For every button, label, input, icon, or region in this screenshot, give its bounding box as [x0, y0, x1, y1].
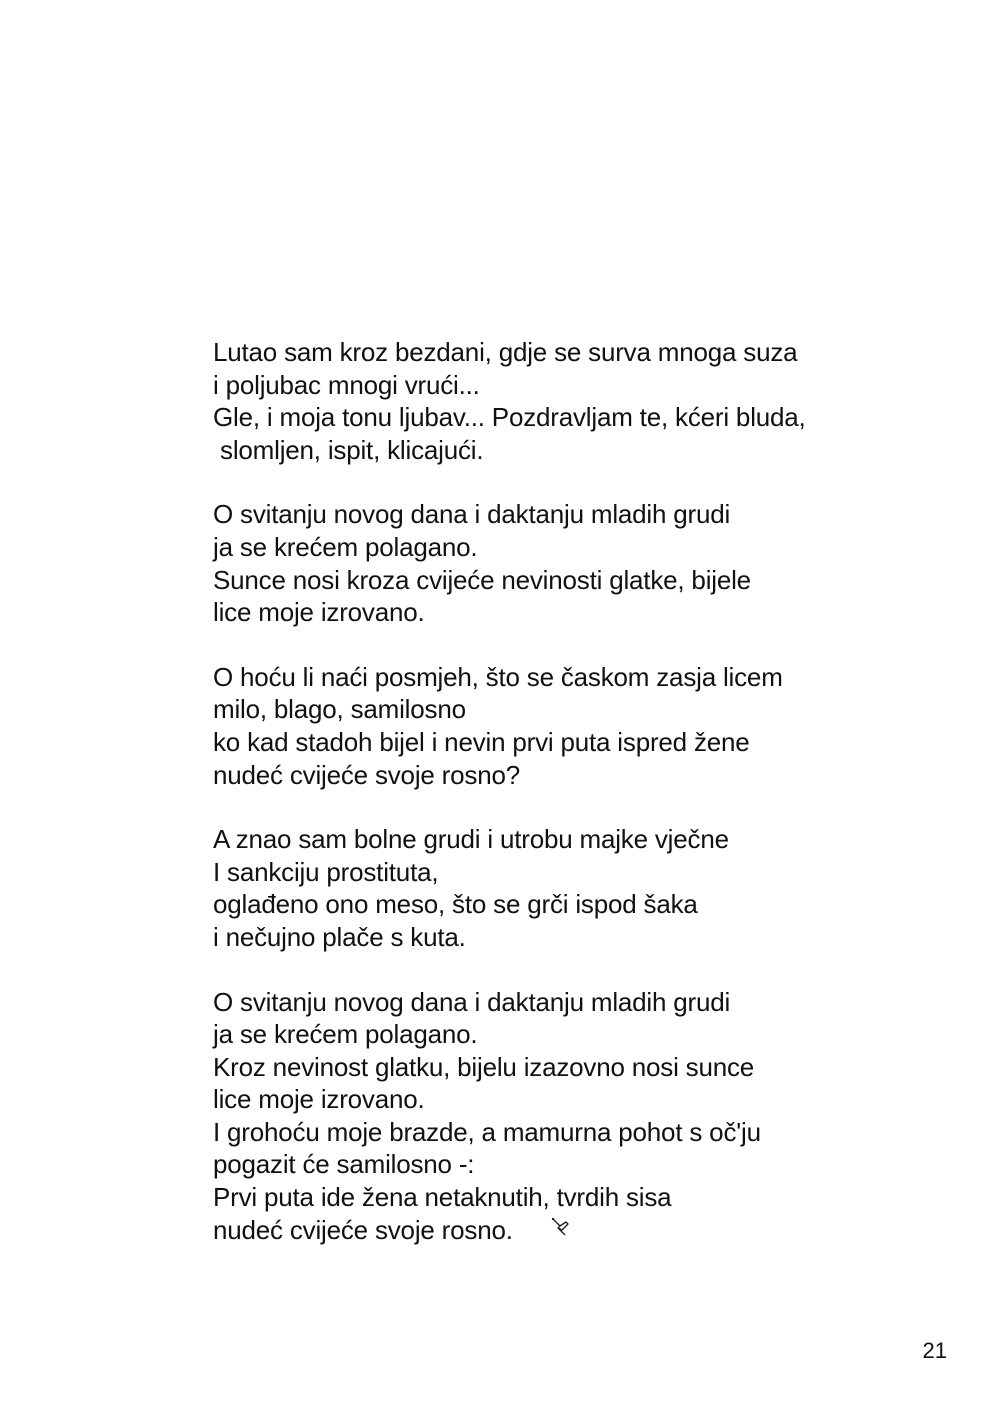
- poem-line: Kroz nevinost glatku, bijelu izazovno nosi sunce: [213, 1051, 755, 1082]
- stanza-5: [213, 986, 913, 1249]
- poem-line: ja se krećem polagano.: [213, 531, 478, 562]
- stanza-2: [213, 498, 913, 628]
- poem-line: Lutao sam kroz bezdani, gdje se surva mnoga suza: [213, 337, 798, 367]
- poem-line: milo, blago, samilosno: [213, 694, 466, 725]
- poem-line-text: nudeć cvijeće svoje rosno.: [213, 1214, 513, 1245]
- poem-line: i nečujno plače s kuta.: [213, 921, 466, 952]
- poem-line: lice moje izrovano.: [213, 1084, 425, 1115]
- stanza-1: [213, 336, 913, 466]
- poem-line: Gle, i moja tonu ljubav... Pozdravljam te, kćeri bluda,: [213, 402, 806, 433]
- poem-line: A znao sam bolne grudi i utrobu majke vječne: [213, 824, 729, 855]
- stanza-3: [213, 661, 913, 791]
- poem-line: Prvi puta ide žena netaknutih, tvrdih sisa: [213, 1182, 672, 1213]
- poem-line: lice moje izrovano.: [213, 597, 425, 628]
- poem-line: ko kad stadoh bijel i nevin prvi puta ispred žene: [213, 726, 750, 757]
- poem-line: pogazit će samilosno -:: [213, 1149, 475, 1180]
- poem: [213, 336, 913, 1280]
- page-number: 21: [922, 1338, 947, 1363]
- poem-line: O svitanju novog dana i daktanju mladih grudi: [213, 986, 731, 1017]
- poem-line: nudeć cvijeće svoje rosno?: [213, 759, 520, 790]
- poem-line: I sankciju prostituta,: [213, 856, 439, 887]
- poem-last-line: [213, 1214, 913, 1248]
- poem-line: O hoću li naći posmjeh, što se časkom zasja licem: [213, 661, 783, 692]
- poem-line: slomljen, ispit, klicajući.: [213, 434, 484, 465]
- poem-line: i poljubac mnogi vrući...: [213, 369, 480, 400]
- quill-ornament-icon: [549, 1215, 571, 1248]
- poem-line: I grohoću moje brazde, a mamurna pohot s oč'ju: [213, 1116, 761, 1147]
- poem-line: O svitanju novog dana i daktanju mladih grudi: [213, 499, 731, 530]
- stanza-4: [213, 823, 913, 953]
- poem-line: oglađeno ono meso, što se grči ispod šaka: [213, 889, 698, 920]
- poem-line: ja se krećem polagano.: [213, 1019, 478, 1050]
- poem-line: Sunce nosi kroza cvijeće nevinosti glatke, bijele: [213, 564, 751, 595]
